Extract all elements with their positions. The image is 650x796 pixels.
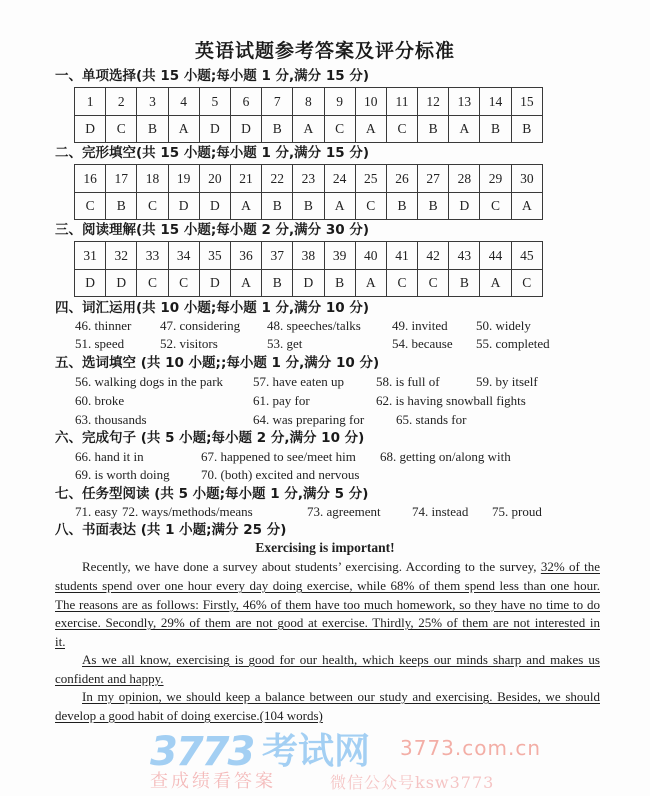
question-number-cell: 4 <box>168 88 199 116</box>
question-number-row <box>75 242 543 270</box>
watermark-logo-text: 考试网 <box>262 731 371 772</box>
question-number-row <box>75 88 543 116</box>
answer-item: 53. get <box>267 336 303 351</box>
watermark-domain: 3773.com.cn <box>400 736 541 760</box>
essay-line: students spend over one hour every day doing exercise, while 68% of them spend less than one hour. <box>55 578 600 593</box>
answer-item: 51. speed <box>75 336 125 351</box>
answer-item: 68. getting on/along with <box>380 449 511 464</box>
answer-cell: C <box>137 270 168 297</box>
answer-cell: D <box>199 270 230 297</box>
answer-item: 67. happened to see/meet him <box>201 449 356 464</box>
watermark-wechat: 微信公众号ksw3773 <box>330 773 495 792</box>
answer-item: 56. walking dogs in the park <box>75 374 224 389</box>
answer-cell: D <box>293 270 324 297</box>
question-number-cell: 32 <box>106 242 137 270</box>
answer-item: 48. speeches/talks <box>267 318 361 333</box>
question-number-cell: 14 <box>480 88 511 116</box>
question-number-cell: 37 <box>262 242 293 270</box>
question-number-cell: 7 <box>262 88 293 116</box>
answer-cell: B <box>324 270 355 297</box>
page-title: 英语试题参考答案及评分标准 <box>194 40 455 62</box>
answer-cell: C <box>75 193 106 220</box>
question-number-cell: 45 <box>511 242 542 270</box>
answer-cell: A <box>449 116 480 143</box>
answer-item: 62. is having snowball fights <box>376 393 526 408</box>
answer-cell: C <box>418 270 449 297</box>
question-number-row <box>75 165 543 193</box>
answer-cell: B <box>293 193 324 220</box>
answer-cell: A <box>511 193 542 220</box>
answer-cell: C <box>355 193 386 220</box>
answer-cell: B <box>262 116 293 143</box>
answer-cell: C <box>386 270 417 297</box>
answer-table-reading <box>74 241 543 297</box>
question-number-cell: 25 <box>355 165 386 193</box>
question-number-cell: 2 <box>106 88 137 116</box>
answer-item: 59. by itself <box>476 374 538 389</box>
section-header-vocabulary: 四、词汇运用(共 10 小题;每小题 1 分,满分 10 分) <box>55 300 370 316</box>
answer-item: 61. pay for <box>253 393 310 408</box>
essay-line: develop a good habit of doing exercise.(104 words) <box>55 708 323 723</box>
answer-cell: C <box>386 116 417 143</box>
watermark-logo-digits: 3773 <box>150 729 254 775</box>
question-number-cell: 9 <box>324 88 355 116</box>
question-number-cell: 1 <box>75 88 106 116</box>
question-number-cell: 41 <box>386 242 417 270</box>
answer-item: 46. thinner <box>75 318 132 333</box>
essay-line: exercise. Secondly, 29% of them are not good at exercise. Thirdly, 25% of them are not interested in <box>55 615 600 630</box>
answer-cell: D <box>199 116 230 143</box>
essay-line <box>82 559 600 575</box>
question-number-cell: 21 <box>230 165 261 193</box>
answer-cell: D <box>449 193 480 220</box>
answer-item: 57. have eaten up <box>253 374 344 389</box>
question-number-cell: 40 <box>355 242 386 270</box>
answer-item: 73. agreement <box>307 504 381 519</box>
question-number-cell: 31 <box>75 242 106 270</box>
answer-cell: D <box>75 116 106 143</box>
essay-title: Exercising is important! <box>255 540 395 555</box>
answer-cell: C <box>511 270 542 297</box>
answer-cell: D <box>75 270 106 297</box>
essay-line: In my opinion, we should keep a balance between our study and exercising. Besides, we should <box>82 689 600 704</box>
essay-line: confident and happy. <box>55 671 164 686</box>
question-number-cell: 19 <box>168 165 199 193</box>
question-number-cell: 5 <box>199 88 230 116</box>
answer-item: 69. is worth doing <box>75 467 170 482</box>
question-number-cell: 24 <box>324 165 355 193</box>
answer-item: 64. was preparing for <box>253 412 365 427</box>
essay-text: Recently, we have done a survey about students’ exercising. According to the survey, <box>82 559 541 574</box>
section-header-complete-sentences: 六、完成句子 (共 5 小题;每小题 2 分,满分 10 分) <box>55 430 365 446</box>
answer-cell: D <box>168 193 199 220</box>
answer-item: 74. instead <box>412 504 469 519</box>
section-header-writing: 八、书面表达 (共 1 小题;满分 25 分) <box>55 522 287 538</box>
question-number-cell: 16 <box>75 165 106 193</box>
essay-line: it. <box>55 634 66 649</box>
question-number-cell: 29 <box>480 165 511 193</box>
question-number-cell: 27 <box>418 165 449 193</box>
answer-cell: B <box>262 193 293 220</box>
question-number-cell: 22 <box>262 165 293 193</box>
answer-item: 72. ways/methods/means <box>122 504 253 519</box>
answer-cell: A <box>293 116 324 143</box>
question-number-cell: 3 <box>137 88 168 116</box>
answer-cell: A <box>324 193 355 220</box>
answer-cell: A <box>230 193 261 220</box>
answer-row <box>75 116 543 143</box>
question-number-cell: 43 <box>449 242 480 270</box>
answer-cell: A <box>355 270 386 297</box>
answer-cell: B <box>137 116 168 143</box>
section-header-task-reading: 七、任务型阅读 (共 5 小题;每小题 1 分,满分 5 分) <box>55 486 369 502</box>
answer-item: 50. widely <box>476 318 531 333</box>
question-number-cell: 6 <box>230 88 261 116</box>
section-header-single-choice: 一、单项选择(共 15 小题;每小题 1 分,满分 15 分) <box>55 68 370 84</box>
question-number-cell: 36 <box>230 242 261 270</box>
answer-item: 49. invited <box>392 318 448 333</box>
answer-cell: C <box>324 116 355 143</box>
answer-item: 65. stands for <box>396 412 467 427</box>
answer-row <box>75 270 543 297</box>
answer-cell: C <box>480 193 511 220</box>
answer-table-cloze <box>74 164 543 220</box>
answer-item: 55. completed <box>476 336 550 351</box>
question-number-cell: 26 <box>386 165 417 193</box>
question-number-cell: 17 <box>106 165 137 193</box>
question-number-cell: 10 <box>355 88 386 116</box>
answer-item: 54. because <box>392 336 453 351</box>
question-number-cell: 33 <box>137 242 168 270</box>
answer-item: 75. proud <box>492 504 542 519</box>
answer-cell: A <box>230 270 261 297</box>
answer-item: 71. easy <box>75 504 118 519</box>
question-number-cell: 8 <box>293 88 324 116</box>
answer-cell: A <box>355 116 386 143</box>
question-number-cell: 20 <box>199 165 230 193</box>
essay-underlined-text: 32% of the <box>540 559 600 574</box>
answer-cell: B <box>418 116 449 143</box>
question-number-cell: 35 <box>199 242 230 270</box>
question-number-cell: 30 <box>511 165 542 193</box>
answer-cell: B <box>511 116 542 143</box>
question-number-cell: 15 <box>511 88 542 116</box>
answer-cell: B <box>262 270 293 297</box>
section-header-cloze: 二、完形填空(共 15 小题;每小题 1 分,满分 15 分) <box>55 145 370 161</box>
question-number-cell: 38 <box>293 242 324 270</box>
answer-item: 60. broke <box>75 393 125 408</box>
watermark-slogan: 查成绩看答案 <box>150 771 276 792</box>
essay-line: As we all know, exercising is good for our health, which keeps our minds sharp and makes us <box>82 652 600 667</box>
section-header-word-fill: 五、选词填空 (共 10 小题;;每小题 1 分,满分 10 分) <box>55 355 380 371</box>
question-number-cell: 12 <box>418 88 449 116</box>
answer-cell: C <box>168 270 199 297</box>
answer-cell: C <box>106 116 137 143</box>
question-number-cell: 28 <box>449 165 480 193</box>
question-number-cell: 23 <box>293 165 324 193</box>
answer-cell: A <box>168 116 199 143</box>
answer-cell: B <box>106 193 137 220</box>
answer-row <box>75 193 543 220</box>
question-number-cell: 42 <box>418 242 449 270</box>
answer-cell: B <box>480 116 511 143</box>
answer-item: 66. hand it in <box>75 449 144 464</box>
answer-cell: B <box>449 270 480 297</box>
question-number-cell: 13 <box>449 88 480 116</box>
answer-item: 70. (both) excited and nervous <box>201 467 360 482</box>
question-number-cell: 34 <box>168 242 199 270</box>
answer-table-single-choice <box>74 87 543 143</box>
answer-cell: A <box>480 270 511 297</box>
answer-cell: C <box>137 193 168 220</box>
answer-item: 63. thousands <box>75 412 147 427</box>
answer-cell: B <box>386 193 417 220</box>
question-number-cell: 18 <box>137 165 168 193</box>
answer-cell: D <box>106 270 137 297</box>
answer-cell: D <box>230 116 261 143</box>
answer-cell: B <box>418 193 449 220</box>
question-number-cell: 39 <box>324 242 355 270</box>
essay-line: The reasons are as follows: Firstly, 46% of them have too much homework, so they have no time to do <box>55 597 600 612</box>
question-number-cell: 44 <box>480 242 511 270</box>
answer-item: 52. visitors <box>160 336 218 351</box>
answer-item: 58. is full of <box>376 374 440 389</box>
question-number-cell: 11 <box>386 88 417 116</box>
answer-item: 47. considering <box>160 318 241 333</box>
answer-cell: D <box>199 193 230 220</box>
section-header-reading: 三、阅读理解(共 15 小题;每小题 2 分,满分 30 分) <box>55 222 370 238</box>
